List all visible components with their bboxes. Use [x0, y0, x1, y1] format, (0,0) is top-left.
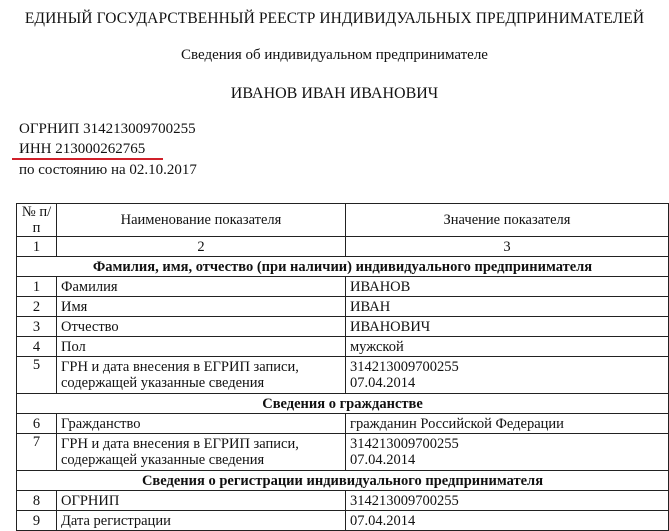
indicator-name-line: ГРН и дата внесения в ЕГРИП записи,: [61, 359, 299, 375]
indicator-value: гражданин Российской Федерации: [346, 414, 669, 434]
row-number: 9: [17, 511, 57, 531]
date-value: 07.04.2014: [350, 452, 416, 468]
table-row: [17, 491, 669, 511]
as-of-date: по состоянию на 02.10.2017: [19, 162, 197, 178]
indicator-value: [346, 357, 669, 394]
table-row: [17, 297, 669, 317]
indicator-value: [346, 434, 669, 471]
grn-value: 314213009700255: [350, 359, 459, 375]
section-header-row: [17, 471, 669, 491]
table-row: [17, 434, 669, 471]
indicator-value: ИВАН: [346, 297, 669, 317]
date-value: 07.04.2014: [350, 375, 416, 391]
section-title: Фамилия, имя, отчество (при наличии) индивидуального предпринимателя: [17, 257, 669, 277]
table-row: [17, 357, 669, 394]
indicator-name: ОГРНИП: [57, 491, 346, 511]
inn-red-underline: [12, 158, 163, 160]
table-row: [17, 511, 669, 531]
registry-table: [16, 203, 669, 531]
registry-title: ЕДИНЫЙ ГОСУДАРСТВЕННЫЙ РЕЕСТР ИНДИВИДУАЛЬНЫХ ПРЕДПРИНИМАТЕЛЕЙ: [24, 10, 645, 27]
row-number: 7: [17, 434, 57, 471]
indicator-value: ИВАНОВИЧ: [346, 317, 669, 337]
indicator-name-line: содержащей указанные сведения: [61, 375, 265, 391]
row-number: 8: [17, 491, 57, 511]
inn-line: ИНН 213000262765: [19, 141, 146, 157]
row-number: 4: [17, 337, 57, 357]
col-header-number: № п/п: [17, 204, 57, 237]
column-number: 3: [346, 237, 669, 257]
col-header-value: Значение показателя: [346, 204, 669, 237]
indicator-name: Отчество: [57, 317, 346, 337]
table-row: [17, 317, 669, 337]
indicator-value: мужской: [346, 337, 669, 357]
indicator-name: Имя: [57, 297, 346, 317]
grn-value: 314213009700255: [350, 436, 459, 452]
indicator-name: [57, 357, 346, 394]
col-header-indicator: Наименование показателя: [57, 204, 346, 237]
indicator-name: Дата регистрации: [57, 511, 346, 531]
row-number: 1: [17, 277, 57, 297]
column-numbering-row: [17, 237, 669, 257]
row-number: 2: [17, 297, 57, 317]
indicator-value: 07.04.2014: [346, 511, 669, 531]
table-header-row: [17, 204, 669, 237]
row-number: 6: [17, 414, 57, 434]
column-number: 2: [57, 237, 346, 257]
ogrnip-line: ОГРНИП 314213009700255: [19, 121, 196, 137]
table-row: [17, 414, 669, 434]
table-row: [17, 337, 669, 357]
document-subtitle: Сведения об индивидуальном предпринимателе: [181, 47, 488, 63]
indicator-name-line: ГРН и дата внесения в ЕГРИП записи,: [61, 436, 299, 452]
section-title: Сведения о регистрации индивидуального предпринимателя: [17, 471, 669, 491]
indicator-value: ИВАНОВ: [346, 277, 669, 297]
indicator-value: 314213009700255: [346, 491, 669, 511]
indicator-name-line: содержащей указанные сведения: [61, 452, 265, 468]
section-header-row: [17, 257, 669, 277]
section-title: Сведения о гражданстве: [17, 394, 669, 414]
column-number: 1: [17, 237, 57, 257]
person-name: ИВАНОВ ИВАН ИВАНОВИЧ: [230, 85, 439, 102]
indicator-name: Гражданство: [57, 414, 346, 434]
section-header-row: [17, 394, 669, 414]
indicator-name: [57, 434, 346, 471]
row-number: 3: [17, 317, 57, 337]
row-number: 5: [17, 357, 57, 394]
indicator-name: Фамилия: [57, 277, 346, 297]
table-row: [17, 277, 669, 297]
indicator-name: Пол: [57, 337, 346, 357]
